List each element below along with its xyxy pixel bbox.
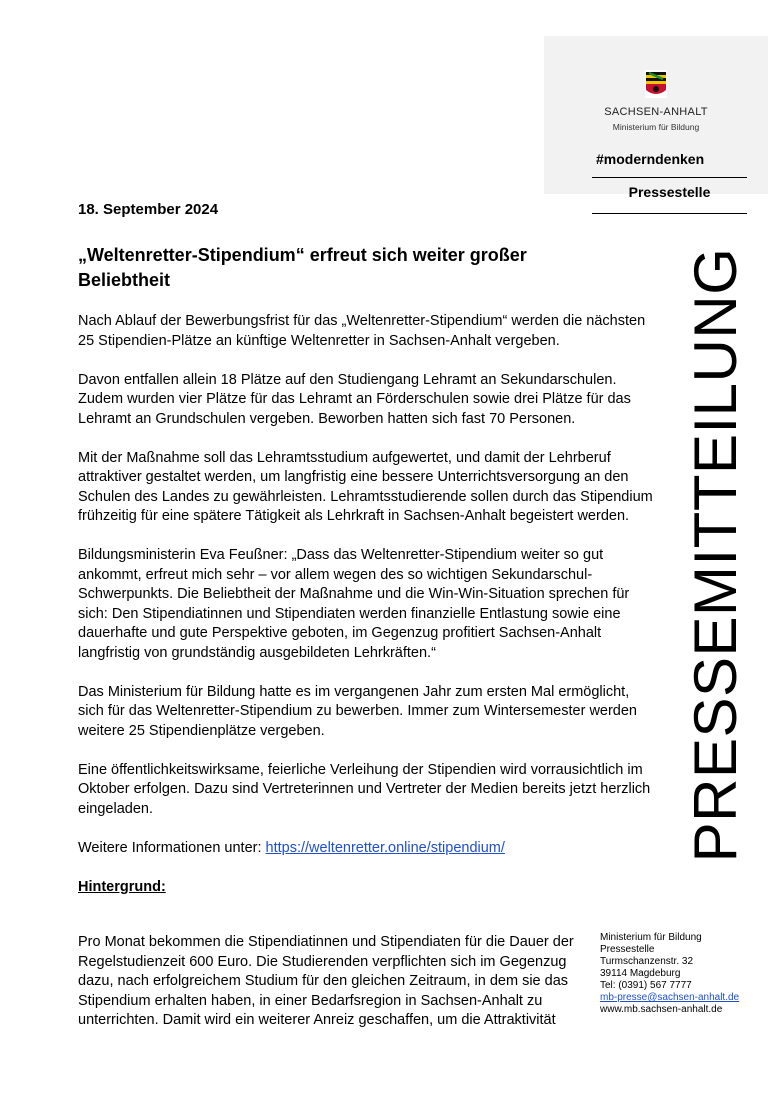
background-text: Pro Monat bekommen die Stipendiatinnen und Stipendiaten für die Dauer der Regelstudienzeit 600 Euro. Die Studierenden verpflichten sich im Gegenzug dazu, nach erfolgreichem Studium für den gleichen Zeitraum, in dem sie das Stipendium erhalten haben, in einer Bedarfsregion in Sachsen-Anhalt zu unterrichten. Damit wird ein weiterer Anreiz geschaffen, um die Attraktivität [78,934,574,1028]
logo-ministry-name: Ministerium für Bildung [612,122,700,132]
contact-street: Turmschanzenstr. 32 [600,956,694,967]
contact-website: www.mb.sachsen-anhalt.de [600,1004,723,1015]
divider [592,177,747,178]
contact-office: Pressestelle [600,944,655,955]
release-date: 18. September 2024 [78,201,219,218]
stipendium-link[interactable]: https://weltenretter.online/stipendium/ [265,839,505,856]
contact-email-link[interactable]: mb-presse@sachsen-anhalt.de [600,992,740,1003]
contact-ministry: Ministerium für Bildung [600,932,702,943]
contact-block [600,932,765,1016]
vertical-title: PRESSEMITTEILUNG [682,247,749,863]
paragraph: Bildungsministerin Eva Feußner: „Dass das Weltenretter-Stipendium weiter so gut ankommt, erfreut mich sehr – vor allem wegen des so wichtigen Sekundarschul-Schwerpunkts. Die Beliebtheit der Maßnahme und die Win-Win-Situation sprechen für sich: Den Stipendiatinnen und Stipendiaten werden finanzielle Entlastung sowie eine dauerhafte und gute Perspektive geboten, im Gegenzug profitiert Sachsen-Anhalt langfristig von grundständig ausgebildeten Lehrkräften.“ [78,547,630,661]
paragraph: Eine öffentlichkeitswirksame, feierliche Verleihung der Stipendien wird vorrausichtlich im Oktober erfolgen. Dazu sind Vertreterinnen und Vertreter der Medien bereits jetzt herzlich eingeladen. [78,761,651,817]
more-info [78,839,653,859]
contact-phone: Tel: (0391) 567 7777 [600,980,692,991]
paragraph: Davon entfallen allein 18 Plätze auf den Studiengang Lehramt an Sekundarschulen. Zudem wurden vier Plätze für das Lehramt an Förderschulen sowie drei Plätze für das Lehramt an Grundschulen vergeben. Beworben hatten sich fast 70 Personen. [78,371,631,427]
article-body [78,312,653,916]
paragraph: Nach Ablauf der Bewerbungsfrist für das „Weltenretter-Stipendium“ werden die nächsten 25 Stipendien-Plätze an künftige Weltenretter in Sachsen-Anhalt vergeben. [78,313,646,349]
paragraph: Mit der Maßnahme soll das Lehramtsstudium aufgewertet, und damit der Lehrberuf attraktiver gestaltet werden, um langfristig eine bessere Unterrichtsversorgung an den Schulen des Landes zu gewährleisten. Lehramtsstudierende sollen durch das Stipendium frühzeitig für eine spätere Tätigkeit als Lehrkraft in Sachsen-Anhalt begeistert werden. [78,449,653,524]
contact-city: 39114 Magdeburg [600,968,681,979]
ministry-logo [544,36,768,194]
paragraph: Das Ministerium für Bildung hatte es im vergangenen Jahr zum ersten Mal ermöglicht, sich für das Weltenretter-Stipendium zu bewerben. Immer zum Wintersemester werden weitere 25 Stipendienplätze vergeben. [78,683,638,739]
background-heading: Hintergrund: [78,878,166,895]
pressestelle-label: Pressestelle [628,184,711,200]
coat-of-arms-icon [645,70,667,98]
divider [592,213,747,214]
logo-state-name: SACHSEN-ANHALT [604,106,708,118]
headline: „Weltenretter-Stipendium“ erfreut sich weiter großer Beliebtheit [78,245,527,290]
hashtag: #moderndenken [596,151,705,167]
more-info-label: Weitere Informationen unter: [78,839,266,856]
